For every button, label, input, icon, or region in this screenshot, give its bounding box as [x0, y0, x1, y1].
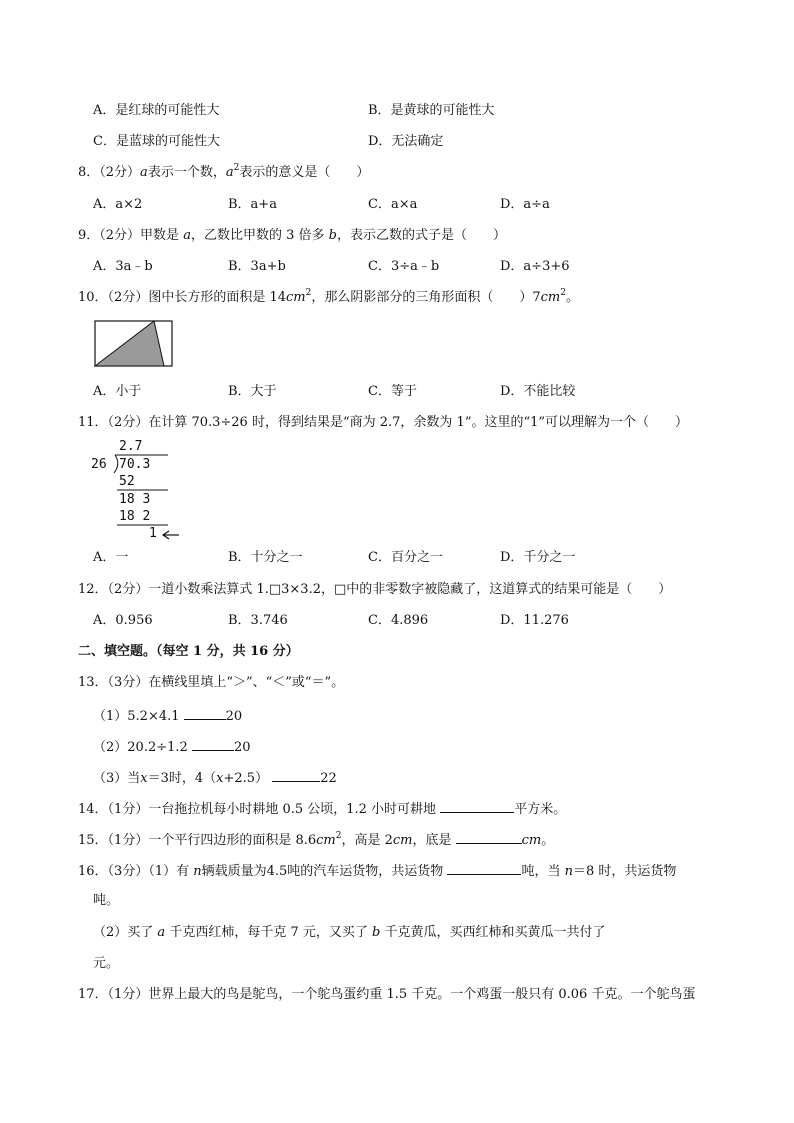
- q11-option-c: C．百分之一: [368, 550, 443, 565]
- q17-stem: 17．（1分）世界上最大的鸟是鸵鸟，一个鸵鸟蛋约重 1.5 千克。一个鸡蛋一般只有 0.06 千克。一个鸵鸟蛋: [78, 987, 696, 1002]
- division-lines: [93, 440, 193, 544]
- q13-part1: （1）5.2×4.1 20: [93, 709, 243, 724]
- q10-option-c: C．等于: [368, 384, 417, 399]
- q12-option-b: B．3.746: [228, 613, 288, 628]
- q13-part2-blank[interactable]: [192, 738, 234, 751]
- q7-option-d: D．无法确定: [368, 134, 444, 149]
- q13-stem: 13．（3分）在横线里填上“＞”、“＜”或“＝”。: [78, 675, 345, 690]
- q16-part1-line2: 吨。: [93, 893, 120, 908]
- q16-part2-line2: 元。: [93, 956, 120, 971]
- q8-stem: 8．（2分）a表示一个数，$a^2$表示的意义是（ ）: [78, 162, 370, 180]
- q10-option-a: A．小于: [93, 384, 142, 399]
- q9-option-c: C．3÷a﹣b: [368, 259, 440, 274]
- q9-option-b: B．3a+b: [228, 259, 286, 274]
- q10-stem: 10．（2分）图中长方形的面积是 $14cm^2$，那么阴影部分的三角形面积（ ）$7cm^2$。: [78, 287, 579, 305]
- q9-option-a: A．3a﹣b: [93, 259, 153, 274]
- q11-option-a: A．一: [93, 550, 129, 565]
- division-remainder: 1: [149, 526, 157, 541]
- q11-stem: 11．（2分）在计算 70.3÷26 时，得到结果是“商为 2.7，余数为 1”。这里的“1”可以理解为一个（ ）: [78, 415, 689, 430]
- q13-part3-blank[interactable]: [272, 769, 320, 782]
- q10-option-d: D．不能比较: [500, 384, 576, 399]
- q13-part2: （2）20.2÷1.2 20: [93, 740, 251, 755]
- q12-option-c: C．4.896: [368, 613, 429, 628]
- q13-part1-blank[interactable]: [184, 707, 226, 720]
- q8-option-a: A．a×2: [93, 197, 143, 212]
- q15-blank[interactable]: [456, 831, 522, 844]
- division-divisor: 26: [91, 457, 107, 472]
- division-dividend: 70.3: [119, 457, 151, 472]
- division-step2: 18 3: [119, 492, 151, 507]
- division-step3: 18 2: [119, 509, 151, 524]
- q10-rectangle-figure: [94, 320, 174, 368]
- q11-option-d: D．千分之一: [500, 550, 576, 565]
- q9-stem: 9．（2分）甲数是 a，乙数比甲数的 3 倍多 b，表示乙数的式子是（ ）: [78, 228, 506, 243]
- q16-blank-1[interactable]: [447, 862, 521, 875]
- q11-option-b: B．十分之一: [228, 550, 303, 565]
- q7-option-a: A．是红球的可能性大: [93, 103, 220, 118]
- q8-option-d: D．a÷a: [500, 197, 550, 212]
- q12-option-a: A．0.956: [93, 613, 153, 628]
- q9-option-d: D．a÷3+6: [500, 259, 570, 274]
- q10-option-b: B．大于: [228, 384, 277, 399]
- q8-option-b: B．a+a: [228, 197, 277, 212]
- q7-option-b: B．是黄球的可能性大: [368, 103, 495, 118]
- q13-part3: （3）当x＝3时，4（x+2.5） 22: [93, 771, 337, 786]
- q16-part2-line1: （2）买了 a 千克西红柿，每千克 7 元，又买了 b 千克黄瓜，买西红柿和买黄瓜一共付了: [93, 925, 606, 940]
- q16-part1-line1: 16．（3分）（1）有 n辆载质量为4.5吨的汽车运货物，共运货物 吨，当 n＝8 时，共运货物: [78, 864, 677, 879]
- q12-stem: 12．（2分）一道小数乘法算式 1.□3×3.2，□中的非零数字被隐藏了，这道算式的结果可能是（ ）: [78, 582, 672, 597]
- section-2-title: 二、填空题。（每空 1 分，共 16 分）: [78, 644, 299, 659]
- q14-blank[interactable]: [440, 800, 514, 813]
- division-step1: 52: [119, 474, 135, 489]
- q15-stem: 15．（1分）一个平行四边形的面积是 $8.6cm^2$，高是 2cm，底是 cm。: [78, 830, 555, 848]
- division-quotient: 2.7: [119, 439, 143, 454]
- q7-option-c: C．是蓝球的可能性大: [93, 134, 220, 149]
- q14-stem: 14．（1分）一台拖拉机每小时耕地 0.5 公顷，1.2 小时可耕地 平方米。: [78, 802, 567, 817]
- q11-long-division: [93, 440, 193, 540]
- q12-option-d: D．11.276: [500, 613, 569, 628]
- q8-option-c: C．a×a: [368, 197, 418, 212]
